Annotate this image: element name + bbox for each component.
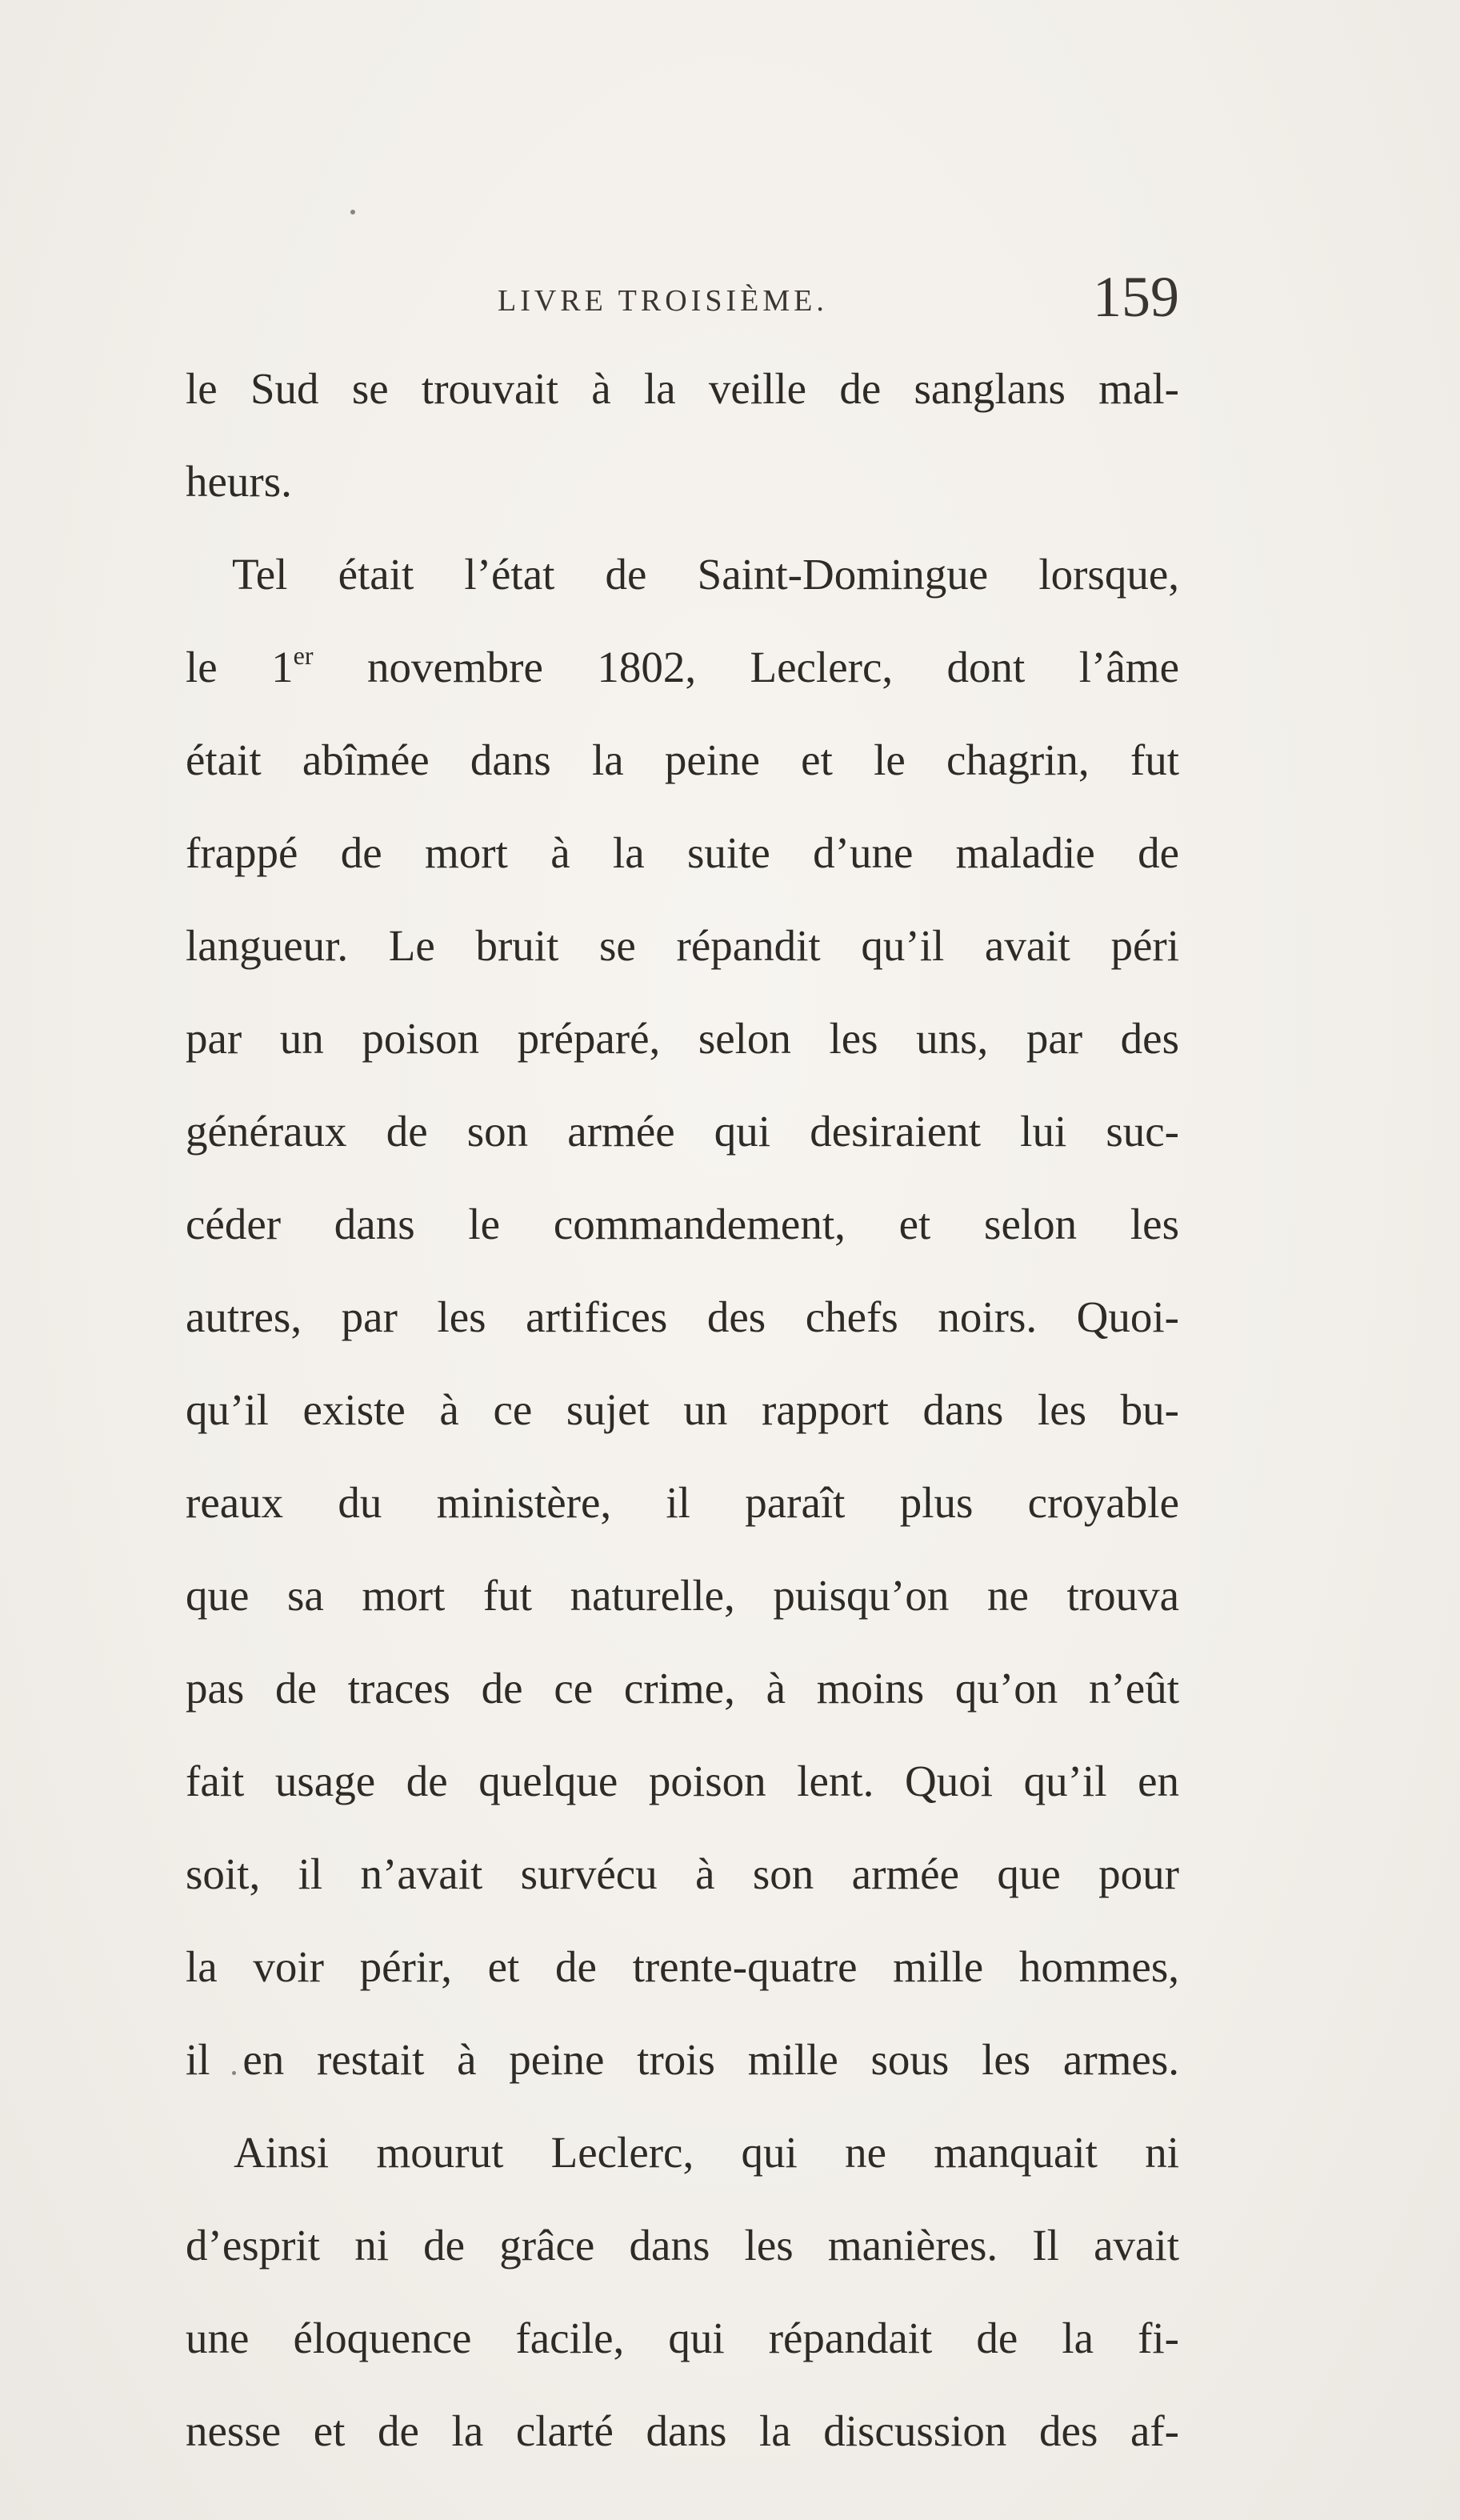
text-line: nesse et de la clarté dans la discussion des af- (186, 2406, 1179, 2455)
text-line: le Sud se trouvait à la veille de sanglans mal- (186, 364, 1179, 413)
text-line: céder dans le commandement, et selon les (186, 1200, 1179, 1248)
text-line: pas de traces de ce crime, à moins qu’on n’eût (186, 1664, 1179, 1713)
text-line: la voir périr, et de trente-quatre mille hommes, (186, 1942, 1179, 1991)
body-text (186, 343, 1179, 2478)
text-segment: novembre 1802, Leclerc, dont l’âme (313, 643, 1179, 691)
paper-speck (350, 210, 355, 214)
text-line: qu’il existe à ce sujet un rapport dans les bu- (186, 1385, 1179, 1434)
page-header (186, 264, 1179, 352)
text-line: frappé de mort à la suite d’une maladie de (186, 828, 1179, 877)
text-line: d’esprit ni de grâce dans les manières. Il avait (186, 2221, 1179, 2270)
paragraph-start-line: Tel était l’état de Saint-Domingue lorsque, (232, 550, 1179, 599)
text-line: il en restait à peine trois mille sous les armes. (186, 2035, 1179, 2084)
text-line: langueur. Le bruit se répandit qu’il avait péri (186, 921, 1179, 970)
text-line: soit, il n’avait survécu à son armée que pour (186, 1849, 1179, 1898)
text-line: que sa mort fut naturelle, puisqu’on ne trouva (186, 1571, 1179, 1620)
text-line: fait usage de quelque poison lent. Quoi qu’il en (186, 1757, 1179, 1805)
text-segment: le 1 (186, 643, 294, 691)
paragraph-start-line: Ainsi mourut Leclerc, qui ne manquait ni (234, 2128, 1179, 2177)
text-line: heurs. (186, 457, 292, 506)
page-number: 159 (1093, 265, 1179, 329)
text-line: par un poison préparé, selon les uns, par des (186, 1014, 1179, 1063)
text-line: était abîmée dans la peine et le chagrin, fut (186, 735, 1179, 784)
text-line: une éloquence facile, qui répandait de la fi- (186, 2314, 1179, 2362)
ordinal-superscript: er (293, 641, 314, 670)
running-title: LIVRE TROISIÈME. (498, 284, 828, 318)
text-line: généraux de son armée qui desiraient lui suc- (186, 1107, 1179, 1156)
text-line: autres, par les artifices des chefs noirs. Quoi- (186, 1292, 1179, 1341)
text-line (186, 621, 1179, 714)
text-line: reaux du ministère, il paraît plus croyable (186, 1478, 1179, 1527)
